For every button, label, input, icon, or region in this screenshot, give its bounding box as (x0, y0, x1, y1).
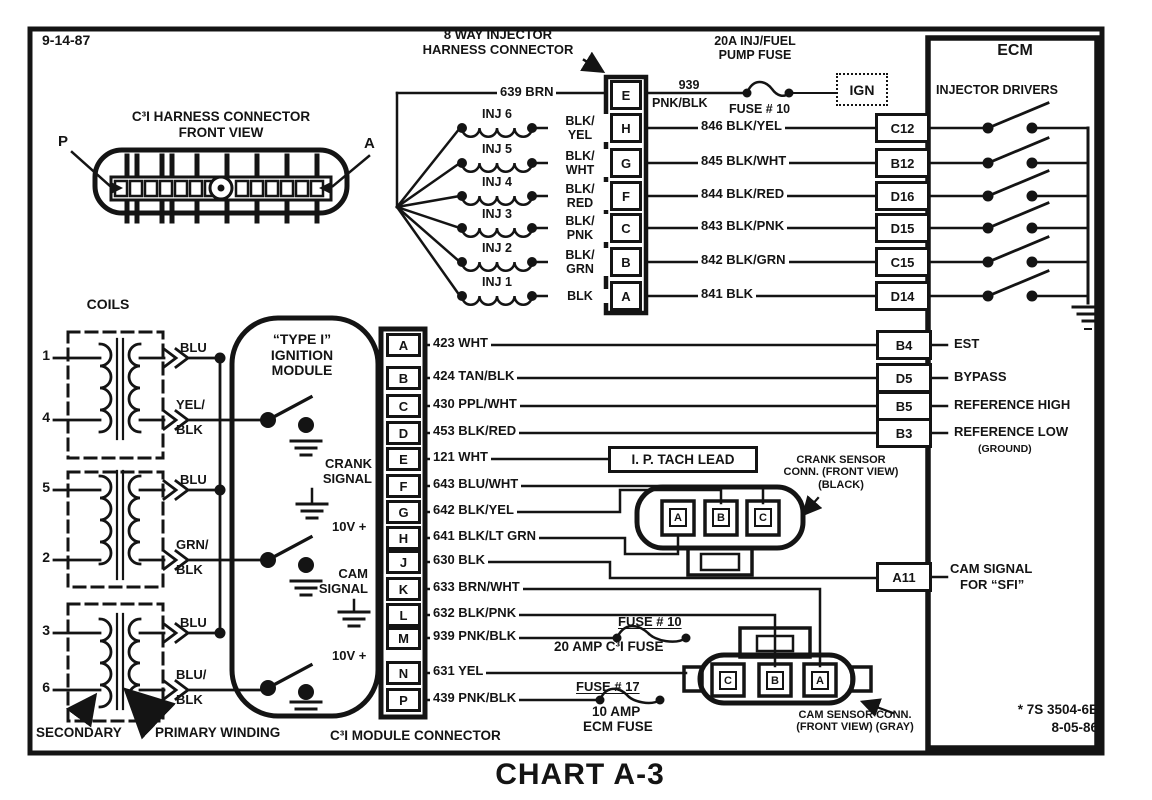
part-number-block: * 7S 3504-6E 8-05-86 (1017, 702, 1098, 736)
module-connector-pin: F (386, 474, 421, 498)
inj-fuse-label: 20A INJ/FUEL PUMP FUSE (714, 34, 796, 62)
ecm-pin: C15 (875, 247, 930, 277)
cam-signal-for-sfi-label: CAM SIGNAL (950, 561, 1033, 576)
wire-label: 453 BLK/RED (430, 424, 519, 439)
ecm-outline (928, 38, 1097, 748)
wire-label: 841 BLK (698, 287, 756, 302)
coil-wire-label: BLU (180, 340, 207, 355)
module-connector-pin: L (386, 603, 421, 627)
coil-wire-label: BLK (176, 562, 203, 577)
wire-label: 631 YEL (430, 664, 486, 679)
cam-sensor-pin: A (811, 671, 829, 690)
fuse-10-top-label: FUSE # 10 (729, 102, 791, 116)
coil-wire-label: YEL/ (176, 397, 205, 412)
ecm-signal-label: REFERENCE HIGH (954, 397, 1071, 412)
wire-label-939-1: 939 (678, 78, 700, 92)
ecm-pin: B12 (875, 148, 930, 178)
cam-sensor-pin: C (719, 671, 737, 690)
injector-harness-label: 8 WAY INJECTOR HARNESS CONNECTOR (422, 27, 574, 57)
coil-number: 1 (42, 347, 50, 363)
injector-label: INJ 1 (482, 275, 512, 289)
injector-connector-pin: H (610, 113, 642, 143)
cam-sensor-drawing (684, 628, 893, 713)
ecm-injector-drivers-label: INJECTOR DRIVERS (936, 83, 1059, 97)
coil-wire-label: GRN/ (176, 537, 209, 552)
wire-label-639-brn: 639 BRN (497, 85, 556, 100)
module-connector-pin: H (386, 526, 421, 550)
injector-connector-pin: A (610, 281, 642, 311)
injector-connector-pin: C (610, 213, 642, 243)
crank-sensor-pin: A (669, 508, 687, 527)
injector-label: INJ 2 (482, 241, 512, 255)
ecm-pin: D5 (876, 363, 932, 393)
injector-label: INJ 4 (482, 175, 512, 189)
wire-label: 844 BLK/RED (698, 187, 787, 202)
ecm-pin: C12 (875, 113, 930, 143)
c3i-fuse-desc: 20 AMP C³I FUSE (554, 639, 664, 654)
injector-connector-pin: G (610, 148, 642, 178)
ecm-pin: D16 (875, 181, 930, 211)
wire-label: 423 WHT (430, 336, 491, 351)
injector-wire-label: BLK/ GRN (548, 248, 612, 276)
wire-label: 633 BRN/WHT (430, 580, 523, 595)
module-connector-label: C³I MODULE CONNECTOR (330, 728, 501, 743)
ecm-pin-a11: A11 (876, 562, 932, 592)
module-connector-pin: J (386, 550, 421, 574)
module-connector-pin: D (386, 421, 421, 445)
coil-wire-label: BLU/ (176, 667, 207, 682)
coil-wire-label: BLK (176, 692, 203, 707)
crank-signal-label: CRANK SIGNAL (322, 456, 372, 486)
coil-number: 6 (42, 679, 50, 695)
wire-label: 121 WHT (430, 450, 491, 465)
injector-wire-label: BLK/ WHT (548, 149, 612, 177)
ecm-pin: B5 (876, 391, 932, 421)
wire-label: 643 BLU/WHT (430, 477, 521, 492)
injector-wire-label: BLK/ PNK (548, 214, 612, 242)
module-title: “TYPE I” IGNITION MODULE (270, 331, 334, 379)
harness-connector-drawing (72, 150, 369, 221)
module-connector-pin: M (386, 627, 421, 650)
coil-wire-label: BLU (180, 615, 207, 630)
wire-label: 439 PNK/BLK (430, 691, 519, 706)
ip-tach-lead-box: I. P. TACH LEAD (608, 446, 758, 473)
ecm-driver-switches (930, 103, 1103, 329)
ecm-pin: D14 (875, 281, 930, 311)
ecm-fuse-desc-1: 10 AMP (592, 704, 641, 719)
injector-connector-pin: F (610, 181, 642, 211)
ecm-signal-label: EST (954, 336, 980, 351)
ecm-pin: B4 (876, 330, 932, 360)
harness-connector-title-1: C³I HARNESS CONNECTOR (131, 109, 311, 124)
harness-pin-p-label: P (58, 133, 69, 150)
module-connector-pin: C (386, 394, 421, 418)
cam-signal-for-sfi-label-2: FOR “SFI” (960, 577, 1025, 592)
wire-label: 843 BLK/PNK (698, 219, 787, 234)
module-connector-pin: A (386, 333, 421, 357)
secondary-label: SECONDARY (36, 725, 122, 740)
ecm-title: ECM (997, 42, 1033, 59)
coils-label: COILS (86, 296, 130, 312)
ecm-fuse-name: FUSE # 17 (576, 679, 640, 694)
ecm-signal-label: BYPASS (954, 369, 1007, 384)
cam-sensor-pin: B (766, 671, 784, 690)
wire-label: 642 BLK/YEL (430, 503, 517, 518)
wire-label: 641 BLK/LT GRN (430, 529, 539, 544)
module-connector-pin: N (386, 661, 421, 685)
coil-wire-label: BLU (180, 472, 207, 487)
injector-wire-label: BLK/ YEL (548, 114, 612, 142)
wire-label: 632 BLK/PNK (430, 606, 519, 621)
wire-label-939-2: PNK/BLK (652, 96, 708, 110)
ecm-signal-label: REFERENCE LOW (954, 424, 1069, 439)
injector-label: INJ 3 (482, 207, 512, 221)
coil-number: 5 (42, 479, 50, 495)
ground-note-label: (GROUND) (978, 443, 1032, 455)
ecm-fuse-desc-2: ECM FUSE (583, 719, 653, 734)
wire-label: 630 BLK (430, 553, 488, 568)
module-connector-pin: K (386, 577, 421, 601)
coil-number: 2 (42, 549, 50, 565)
module-connector-wiring (381, 329, 947, 717)
wire-label: 845 BLK/WHT (698, 154, 789, 169)
injector-connector-pin: B (610, 247, 642, 277)
injector-wire-label: BLK (548, 289, 612, 303)
module-connector-pin: E (386, 447, 421, 471)
wire-label: 424 TAN/BLK (430, 369, 517, 384)
ign-source-box: IGN (836, 73, 888, 106)
cam-sensor-label: CAM SENSOR CONN. (FRONT VIEW) (GRAY) (796, 709, 914, 734)
harness-pin-a-label: A (364, 135, 375, 152)
crank-sensor-drawing (637, 487, 818, 575)
module-connector-pin: B (386, 366, 421, 390)
primary-winding-label: PRIMARY WINDING (155, 725, 281, 740)
injector-label: INJ 6 (482, 107, 512, 121)
crank-sensor-pin: C (754, 508, 772, 527)
injector-wire-label: BLK/ RED (548, 182, 612, 210)
wire-label: 430 PPL/WHT (430, 397, 520, 412)
injector-label: INJ 5 (482, 142, 512, 156)
crank-sensor-pin: B (712, 508, 730, 527)
diagram-date: 9-14-87 (42, 32, 91, 48)
cam-signal-label: CAM SIGNAL (318, 566, 368, 596)
coil-wire-label: BLK (176, 422, 203, 437)
coil-number: 4 (42, 409, 50, 425)
module-10v-label: 10V + (332, 519, 367, 534)
module-connector-pin: G (386, 500, 421, 524)
module-10v-label: 10V + (332, 648, 367, 663)
coil-number: 3 (42, 622, 50, 638)
ecm-pin: D15 (875, 213, 930, 243)
injector-connector-pin: E (610, 80, 642, 110)
crank-sensor-label: CRANK SENSOR CONN. (FRONT VIEW) (BLACK) (783, 454, 899, 491)
ecm-pin: B3 (876, 418, 932, 448)
wire-label: 939 PNK/BLK (430, 629, 519, 644)
wire-label: 842 BLK/GRN (698, 253, 789, 268)
harness-connector-title-2: FRONT VIEW (178, 125, 264, 140)
module-connector-pin: P (386, 688, 421, 712)
wire-label: 846 BLK/YEL (698, 119, 785, 134)
chart-title: CHART A-3 (495, 758, 665, 791)
coil-drawing (54, 332, 268, 721)
c3i-fuse-name: FUSE # 10 (618, 614, 682, 629)
